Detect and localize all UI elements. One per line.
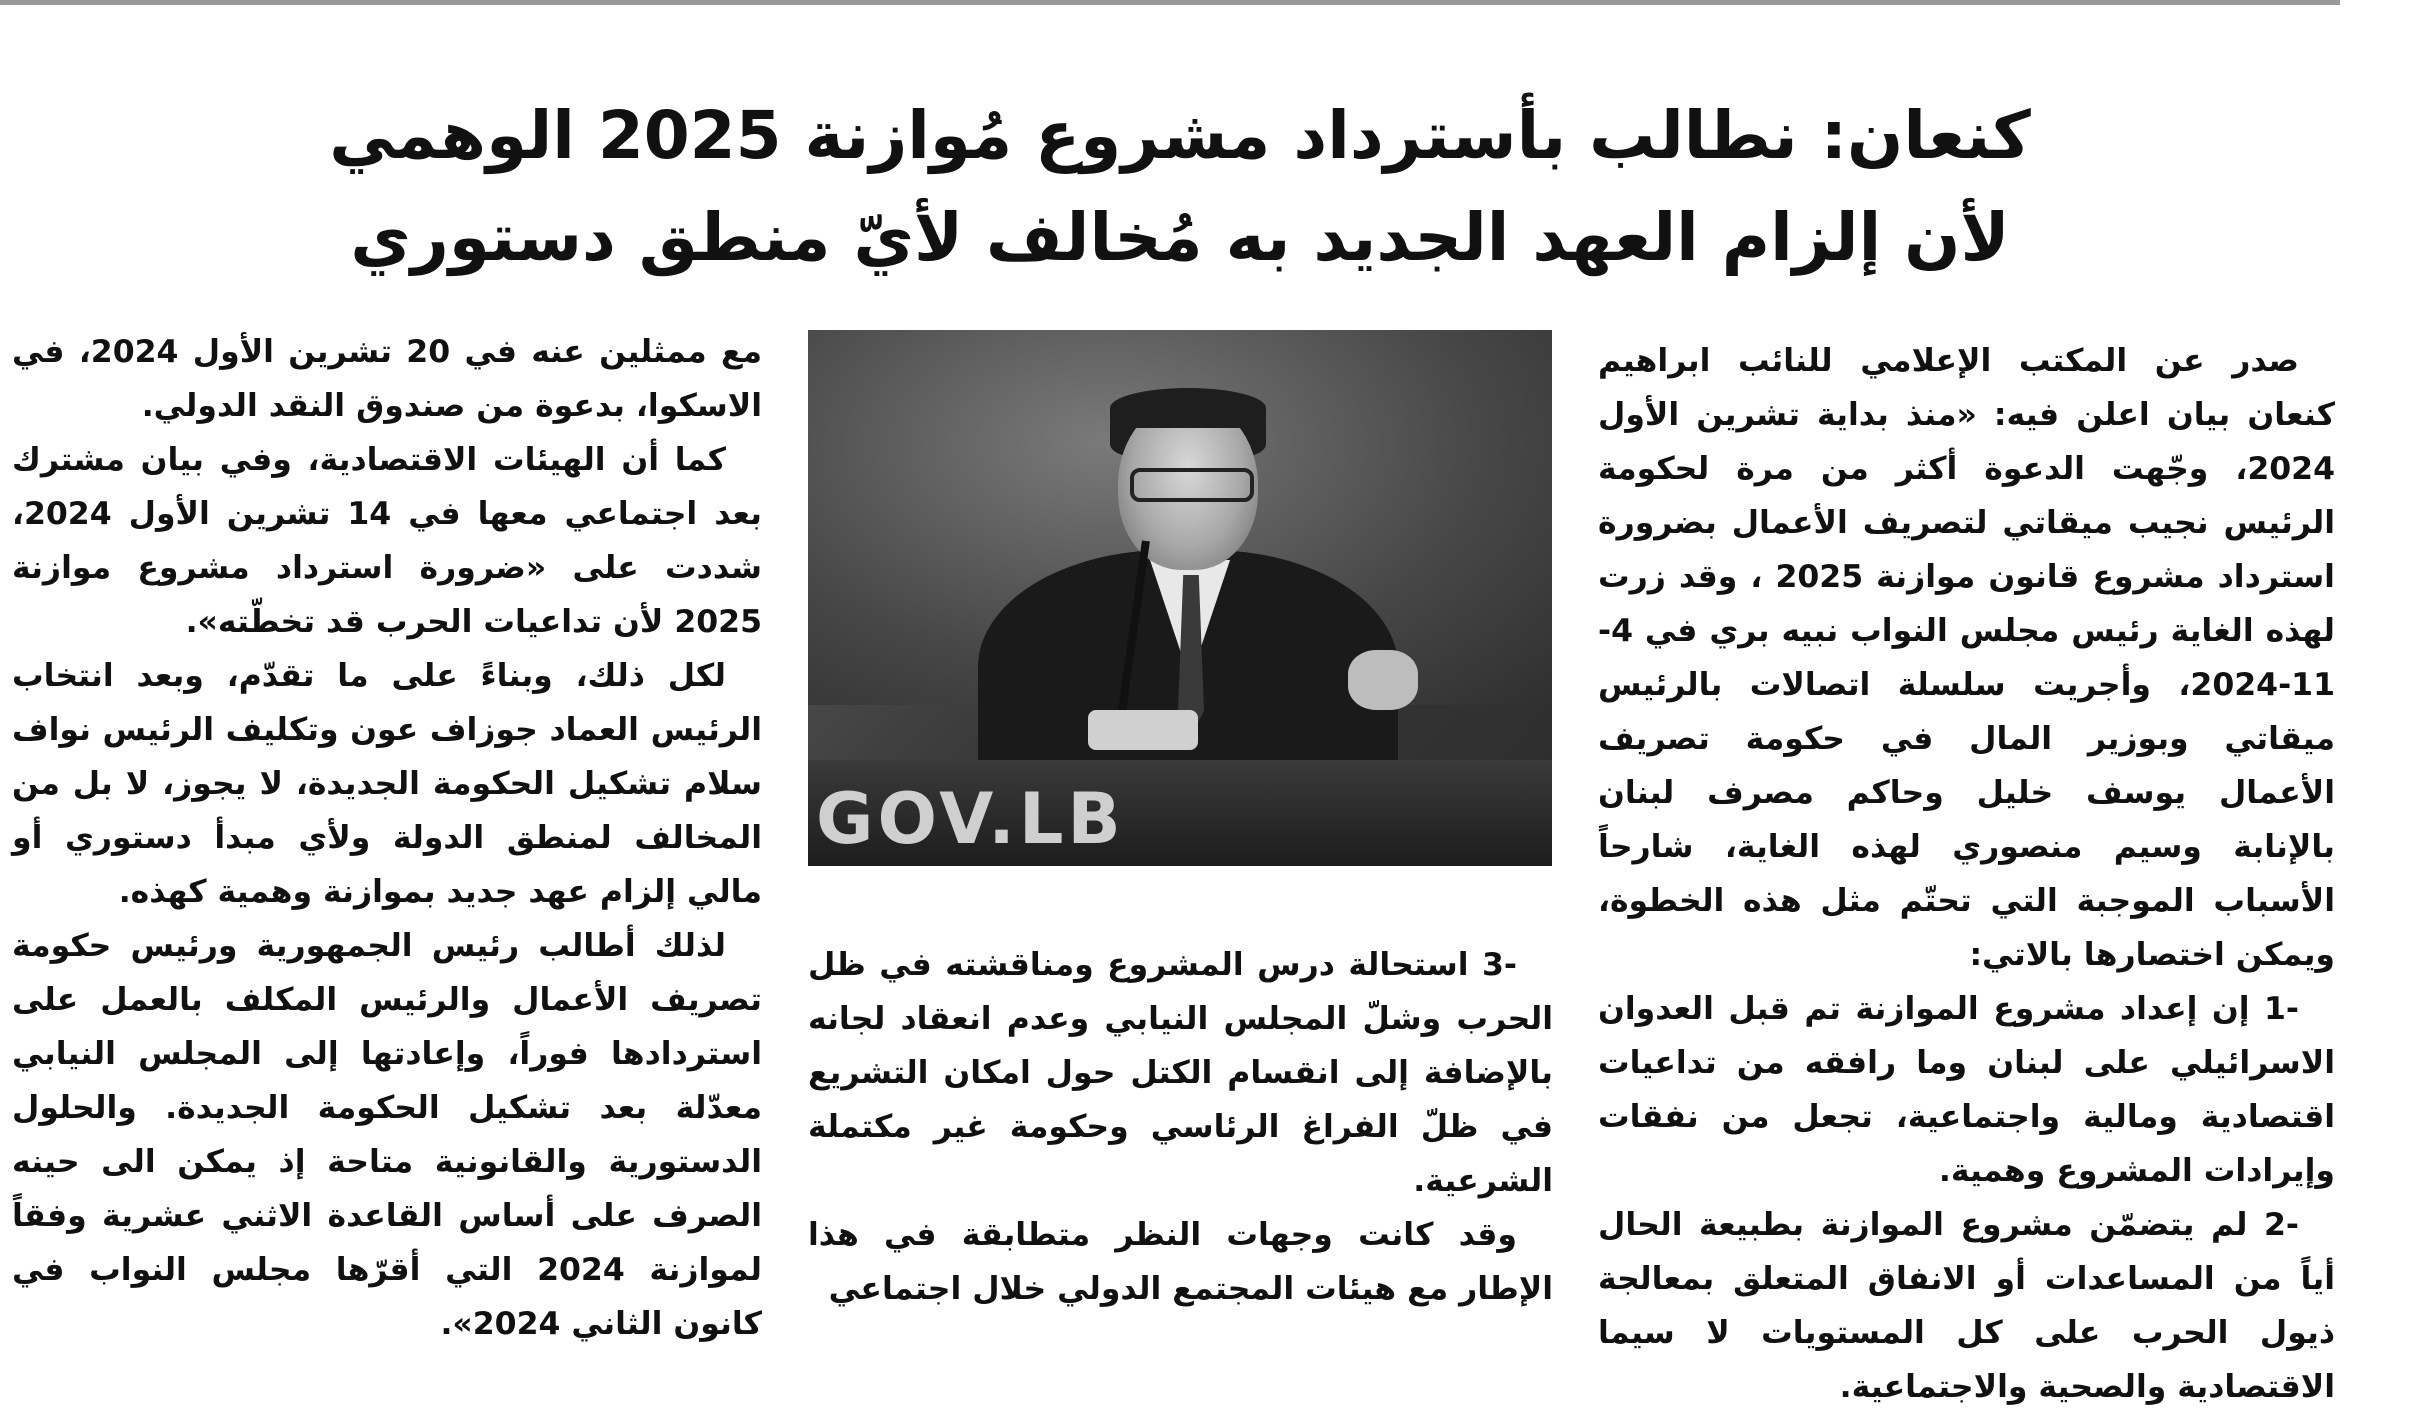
article-photo bbox=[808, 330, 1552, 866]
paragraph: -3 استحالة درس المشروع ومناقشته في ظل الحرب وشلّ المجلس النيابي وعدم انعقاد لجانه بالإضافة إلى انقسام الكتل حول امكان التشريع في ظلّ الفراغ الرئاسي وحكومة غير مكتملة الشرعية. bbox=[808, 947, 1553, 1199]
article-column-middle bbox=[808, 938, 1553, 1316]
paragraph: لكل ذلك، وبناءً على ما تقدّم، وبعد انتخاب الرئيس العماد جوزاف عون وتكليف الرئيس نواف سلام تشكيل الحكومة الجديدة، لا يجوز، لا بل من المخالف لمنطق الدولة ولأي مبدأ دستوري أو مالي إلزام عهد جديد بموازنة وهمية كهذه. bbox=[12, 658, 762, 910]
photo-desk-label: GOV.LB bbox=[816, 778, 1125, 860]
article-column-right bbox=[1598, 334, 2335, 1414]
paragraph: كما أن الهيئات الاقتصادية، وفي بيان مشترك بعد اجتماعي معها في 14 تشرين الأول 2024، شددت على «ضرورة استرداد مشروع موازنة 2025 لأن تداعيات الحرب قد تخطّته». bbox=[12, 442, 762, 640]
paragraph: وقد كانت وجهات النظر متطابقة في هذا الإطار مع هيئات المجتمع الدولي خلال اجتماعي bbox=[808, 1217, 1553, 1307]
paragraph: لذلك أطالب رئيس الجمهورية ورئيس حكومة تصريف الأعمال والرئيس المكلف بالعمل على استردادها فوراً، وإعادتها إلى المجلس النيابي معدّلة بعد تشكيل الحكومة الجديدة. والحلول الدستورية والقانونية متاحة إذ يمكن الى حينه الصرف على أساس القاعدة الاثني عشرية وفقاً لموازنة 2024 التي أقرّها مجلس النواب في كانون الثاني 2024». bbox=[12, 928, 762, 1342]
headline-line-2: لأن إلزام العهد الجديد به مُخالف لأيّ منطق دستوري bbox=[350, 199, 2010, 276]
paragraph: -2 لم يتضمّن مشروع الموازنة بطبيعة الحال أياً من المساعدات أو الانفاق المتعلق بمعالجة ذيول الحرب على كل المستويات لا سيما الاقتصادية والصحية والاجتماعية. bbox=[1598, 1207, 2335, 1405]
paragraph: صدر عن المكتب الإعلامي للنائب ابراهيم كنعان بيان اعلن فيه: «منذ بداية تشرين الأول 2024، وجّهت الدعوة أكثر من مرة لحكومة الرئيس نجيب ميقاتي لتصريف الأعمال بضرورة استرداد مشروع قانون موازنة 2025 ، وقد زرت لهذه الغاية رئيس مجلس النواب نبيه بري في 4-11-2024، وأجريت سلسلة اتصالات بالرئيس ميقاتي وبوزير المال في حكومة تصريف الأعمال يوسف خليل وحاكم مصرف لبنان بالإنابة وسيم منصوري لهذه الغاية، شارحاً الأسباب الموجبة التي تحتّم مثل هذه الخطوة، ويمكن اختصارها بالاتي: bbox=[1598, 343, 2335, 973]
top-rule bbox=[0, 0, 2340, 5]
paragraph: مع ممثلين عنه في 20 تشرين الأول 2024، في الاسكوا، بدعوة من صندوق النقد الدولي. bbox=[12, 334, 762, 424]
paragraph: -1 إن إعداد مشروع الموازنة تم قبل العدوان الاسرائيلي على لبنان وما رافقه من تداعيات اقتصادية ومالية واجتماعية، تجعل من نفقات وإيرادات المشروع وهمية. bbox=[1598, 991, 2335, 1189]
article-column-left bbox=[12, 325, 762, 1351]
headline-line-1: كنعان: نطالب بأسترداد مشروع مُوازنة 2025 الوهمي bbox=[329, 97, 2031, 174]
